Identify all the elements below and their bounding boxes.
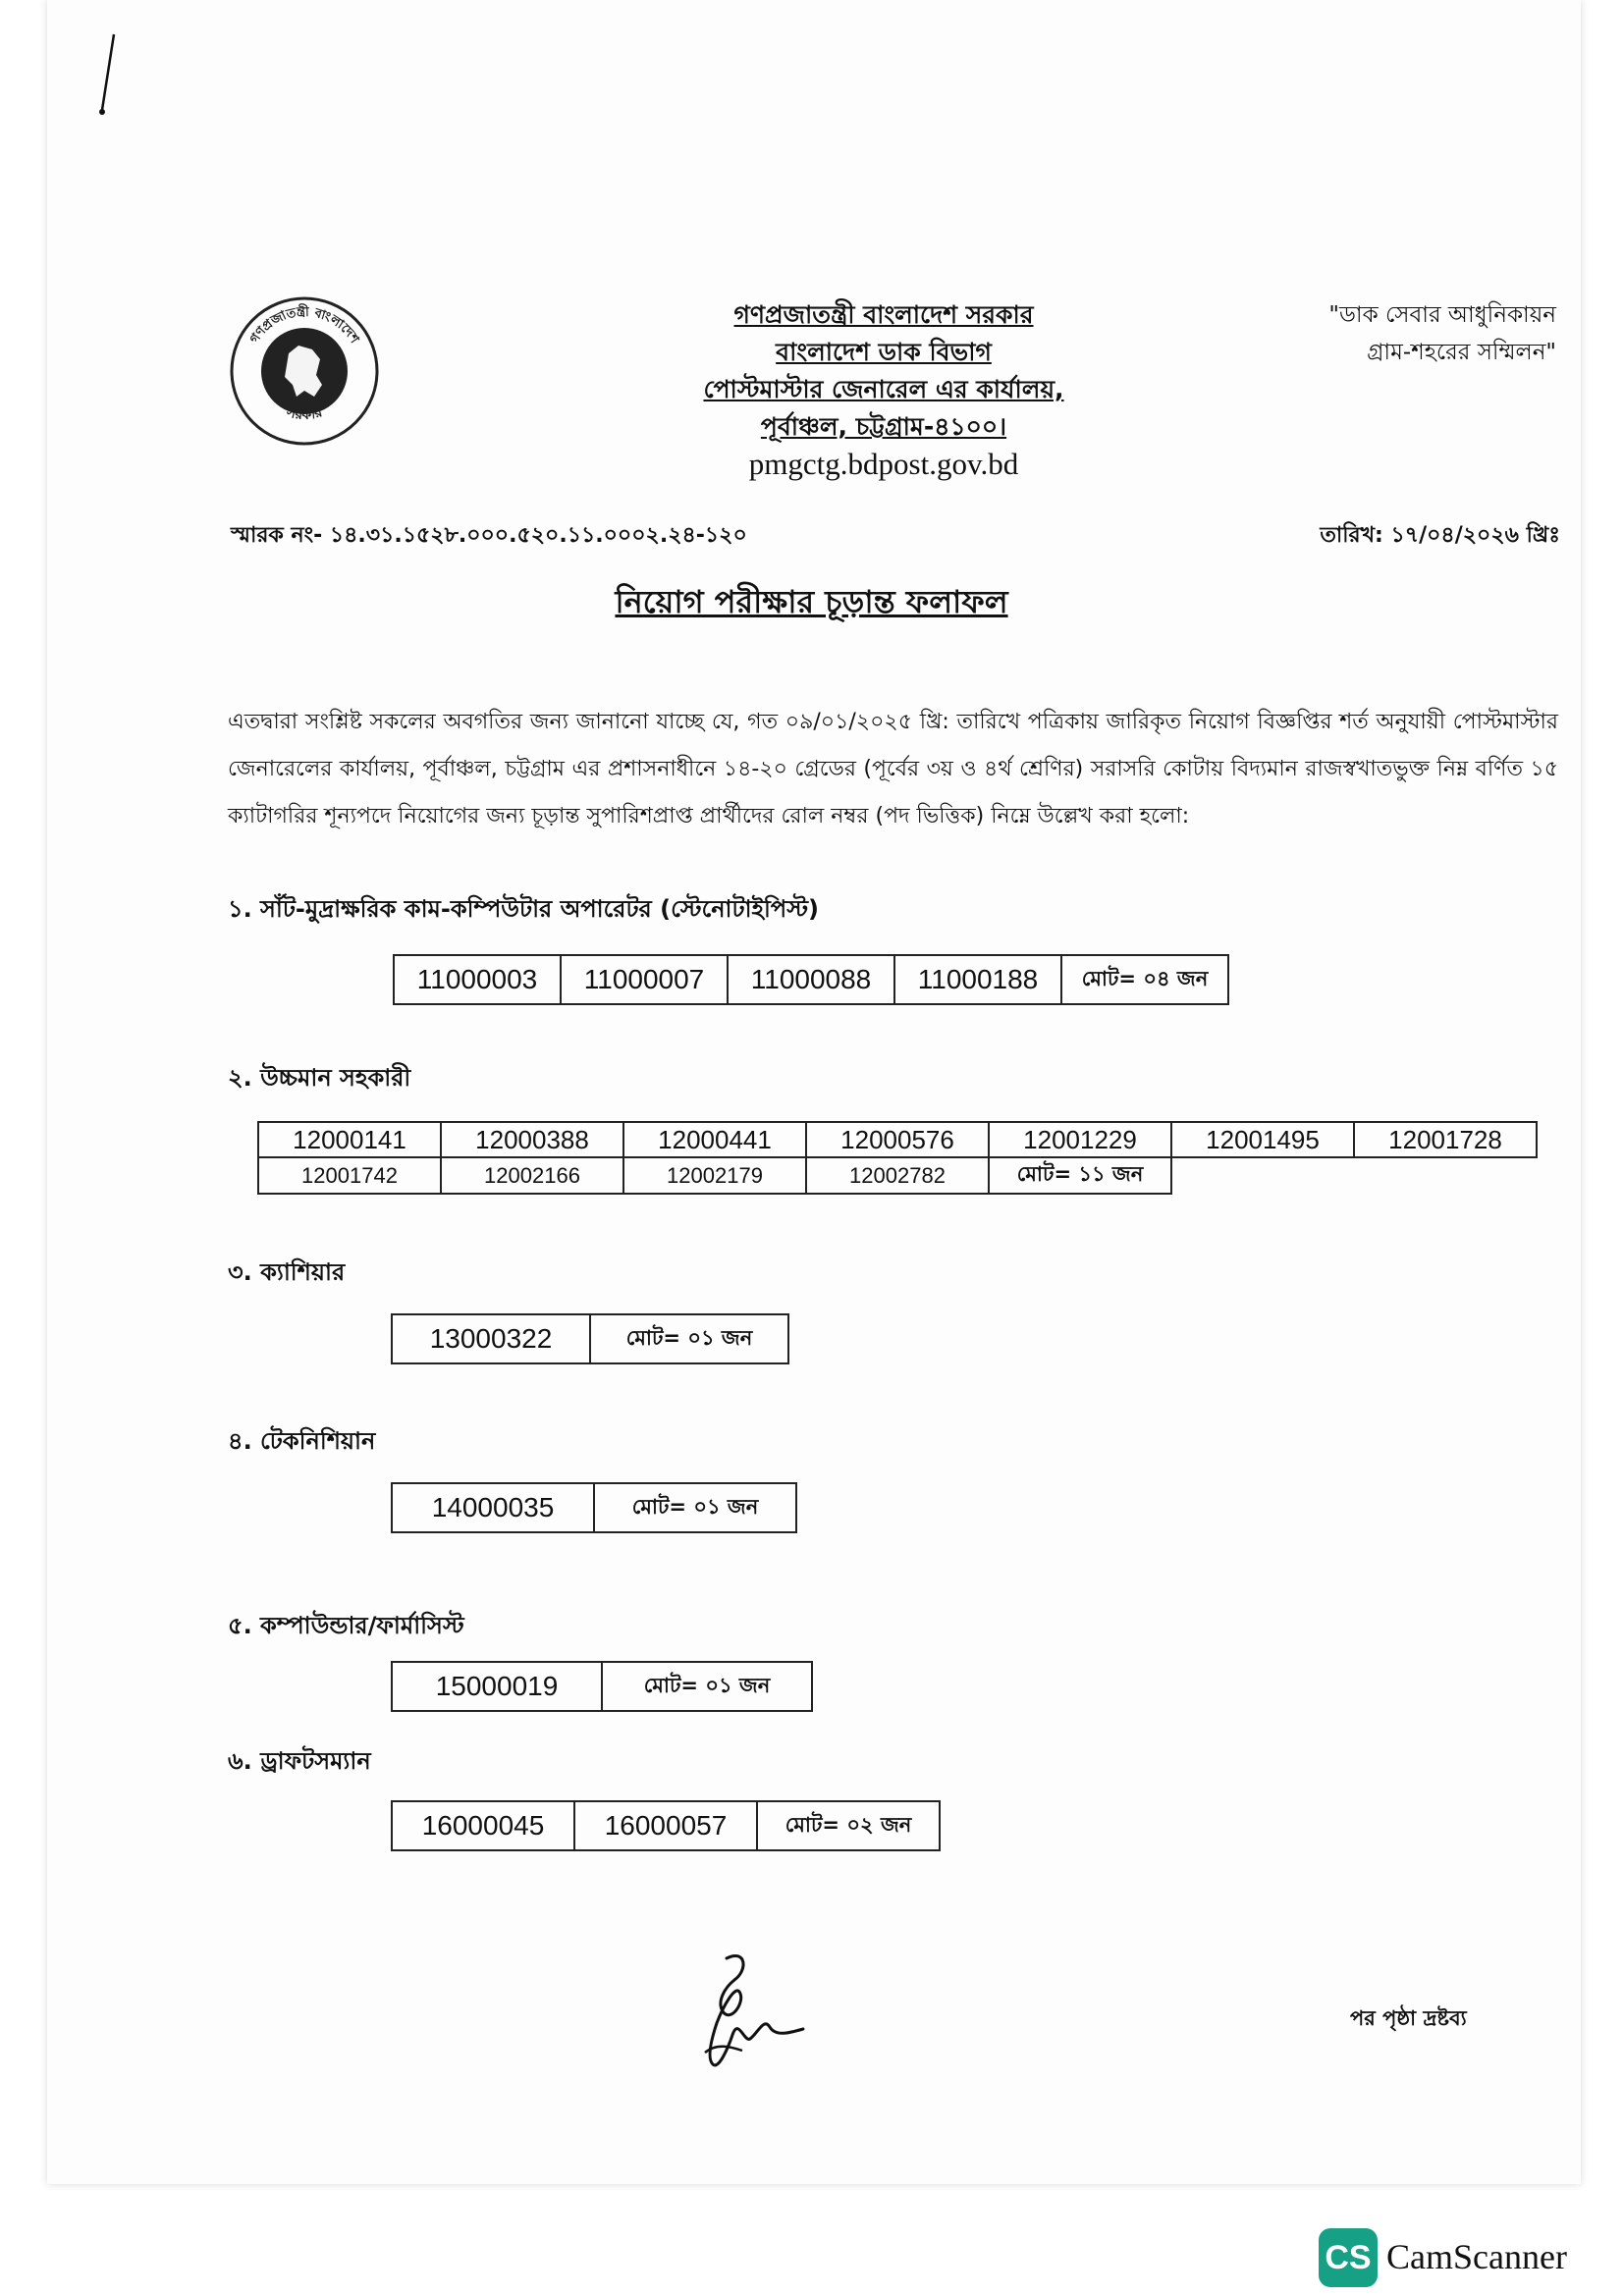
roll-number: 12002179 xyxy=(623,1157,806,1194)
section-heading: ৩. ক্যাশিয়ার xyxy=(228,1258,346,1286)
roll-number: 12000576 xyxy=(806,1122,989,1157)
total-count: মোট= ০১ জন xyxy=(594,1483,796,1532)
roll-table xyxy=(257,1121,1538,1195)
total-count: মোট= ১১ জন xyxy=(989,1157,1171,1194)
header-website: pmgctg.bdpost.gov.bd xyxy=(748,447,1019,481)
roll-number: 12002782 xyxy=(806,1157,989,1194)
svg-text:সরকার: সরকার xyxy=(284,404,325,424)
roll-table xyxy=(393,954,1229,1005)
total-count: মোট= ০১ জন xyxy=(590,1314,788,1363)
roll-number: 12001229 xyxy=(989,1122,1171,1157)
office-header xyxy=(677,296,1090,483)
slogan: "ডাক সেবার আধুনিকায়ন গ্রাম-শহরের সম্মিলন" xyxy=(1328,302,1556,365)
roll-number: 15000019 xyxy=(392,1662,602,1711)
roll-table xyxy=(391,1661,813,1712)
roll-number: 16000057 xyxy=(574,1801,757,1850)
roll-number: 14000035 xyxy=(392,1483,594,1532)
header-office: পোস্টমাস্টার জেনারেল এর কার্যালয়, xyxy=(703,375,1064,403)
roll-number: 16000045 xyxy=(392,1801,574,1850)
empty-cell xyxy=(1171,1157,1354,1194)
next-page-note: পর পৃষ্ঠা দ্রষ্টব্য xyxy=(1350,2006,1467,2030)
total-count: মোট= ০৪ জন xyxy=(1061,955,1228,1004)
svg-text:গণপ্রজাতন্ত্রী বাংলাদেশ: গণপ্রজাতন্ত্রী বাংলাদেশ xyxy=(246,304,362,347)
roll-number: 12001495 xyxy=(1171,1122,1354,1157)
total-count: মোট= ০২ জন xyxy=(757,1801,940,1850)
roll-number: 12000441 xyxy=(623,1122,806,1157)
government-seal xyxy=(228,294,381,448)
header-govt: গণপ্রজাতন্ত্রী বাংলাদেশ সরকার xyxy=(733,300,1034,329)
section-heading: ২. উচ্চমান সহকারী xyxy=(228,1064,411,1092)
camscanner-logo-icon: CS xyxy=(1319,2228,1378,2287)
roll-table xyxy=(391,1800,941,1851)
header-dept: বাংলাদেশ ডাক বিভাগ xyxy=(776,338,992,366)
notice-body: এতদ্বারা সংশ্লিষ্ট সকলের অবগতির জন্য জানানো যাচ্ছে যে, গত ০৯/০১/২০২৫ খ্রি: তারিখে পত্রিকায় জারিকৃত নিয়োগ বিজ্ঞপ্তির শর্ত অনুযায়ী পোস্টমাস্টার জেনারেলের কার্যালয়, পূর্বাঞ্চল, চট্টগ্রাম এর প্রশাসনাধীনে ১৪-২০ গ্রেডের (পূর্বের ৩য় ও ৪র্থ শ্রেণির) সরাসরি কোটায় বিদ্যমান রাজস্বখাতভুক্ত নিম্ন বর্ণিত ১৫ ক্যাটাগরির শূন্যপদে নিয়োগের জন্য চূড়ান্ত সুপারিশপ্রাপ্ত প্রার্থীদের রোল নম্বর (পদ ভিত্তিক) নিম্নে উল্লেখ করা হলো: xyxy=(228,710,1558,828)
empty-cell xyxy=(1354,1157,1537,1194)
header-address: পূর্বাঞ্চল, চট্টগ্রাম-৪১০০। xyxy=(760,412,1007,441)
roll-number: 12001742 xyxy=(258,1157,441,1194)
section-heading: ১. সাঁট-মুদ্রাক্ষরিক কাম-কম্পিউটার অপারেটর (স্টেনোটাইপিস্ট) xyxy=(228,895,819,923)
roll-number: 12001728 xyxy=(1354,1122,1537,1157)
roll-number: 11000088 xyxy=(728,955,894,1004)
section-heading: ৬. ড্রাফটসম্যান xyxy=(228,1747,371,1775)
roll-number: 11000003 xyxy=(394,955,561,1004)
page-title: নিয়োগ পরীক্ষার চূড়ান্ত ফলাফল xyxy=(615,583,1008,620)
section-heading: ৫. কম্পাউন্ডার/ফার্মাসিস্ট xyxy=(228,1612,464,1639)
signature xyxy=(687,1949,815,2076)
pen-mark xyxy=(98,29,118,118)
roll-number: 12002166 xyxy=(441,1157,623,1194)
issue-date: তারিখ: ১৭/০৪/২০২৬ খ্রিঃ xyxy=(1320,523,1560,548)
roll-number: 12000388 xyxy=(441,1122,623,1157)
roll-number: 11000188 xyxy=(894,955,1061,1004)
memo-number: স্মারক নং- ১৪.৩১.১৫২৮.০০০.৫২০.১১.০০০২.২৪-১২০ xyxy=(231,523,747,548)
roll-table xyxy=(391,1482,797,1533)
section-heading: ৪. টেকনিশিয়ান xyxy=(228,1427,376,1455)
camscanner-brand: CamScanner xyxy=(1386,2237,1567,2276)
total-count: মোট= ০১ জন xyxy=(602,1662,812,1711)
roll-number: 13000322 xyxy=(392,1314,590,1363)
roll-number: 11000007 xyxy=(561,955,728,1004)
roll-number: 12000141 xyxy=(258,1122,441,1157)
roll-table xyxy=(391,1313,789,1364)
